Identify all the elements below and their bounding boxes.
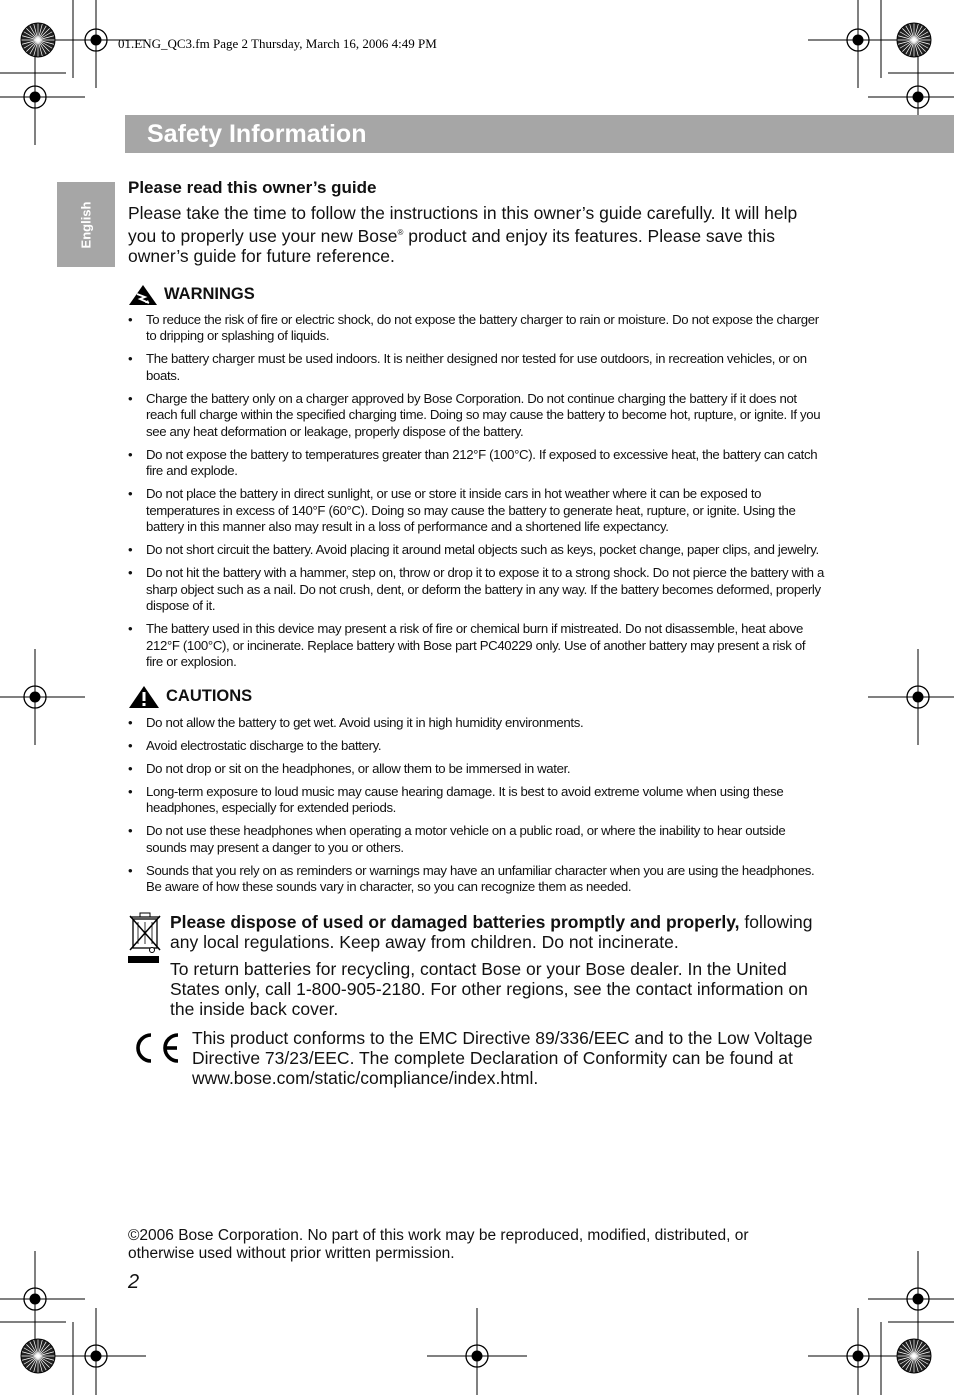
disposal-rest-text: following any local regulations. Keep away from children. Do not incinerate. <box>170 911 813 952</box>
cautions-item: • Sounds that you rely on as reminders or warnings may have an unfamiliar character when you are using the headphones. Be aware of how these sounds vary in character, so you can recognize them as needed. <box>128 863 824 896</box>
main-content <box>128 178 824 1088</box>
cautions-item: • Do not drop or sit on the headphones, or allow them to be immersed in water. <box>128 761 824 778</box>
cautions-item: • Long-term exposure to loud music may cause hearing damage. It is best to avoid extreme volume when using these headphones, especially for extended periods. <box>128 784 824 817</box>
warnings-heading <box>128 284 824 306</box>
intro-heading: Please read this owner’s guide <box>128 178 377 197</box>
cautions-heading-label: CAUTIONS <box>166 687 253 706</box>
language-tab-label: English <box>78 201 94 248</box>
disposal-block <box>128 912 824 1019</box>
warnings-heading-label: WARNINGS <box>164 285 255 304</box>
registration-mark-icon <box>808 0 908 88</box>
registration-mark-icon <box>0 49 85 145</box>
disposal-paragraph <box>170 912 824 952</box>
registration-mark-icon <box>0 649 85 745</box>
copyright-notice: ©2006 Bose Corporation. No part of this work may be reproduced, modified, distributed, or otherwise used without prior written permission. <box>128 1227 749 1262</box>
cautions-list <box>128 715 824 896</box>
file-slug-line: 01.ENG_QC3.fm Page 2 Thursday, March 16, 2006 4:49 PM <box>118 36 437 51</box>
color-target-icon <box>21 23 55 57</box>
registration-mark-icon <box>427 1308 527 1395</box>
cautions-item: • Do not allow the battery to get wet. Avoid using it in high humidity environments. <box>128 715 824 732</box>
registration-mark-icon <box>868 649 954 745</box>
section-banner <box>125 115 954 153</box>
exclamation-triangle-icon <box>128 685 160 709</box>
registered-mark: ® <box>397 228 404 237</box>
registration-mark-icon <box>808 1308 908 1395</box>
lightning-triangle-icon <box>128 284 158 306</box>
color-target-icon <box>897 1339 931 1373</box>
warnings-item: • Charge the battery only on a charger approved by Bose Corporation. Do not continue charging the battery if it does not reach full charge within the specified charging time. Doing so may cause the battery to become hot, rupture, or ignite. If you see any heat deformation or leakage, properly dispose of the battery. <box>128 391 824 441</box>
disposal-bold-text: Please dispose of used or damaged batteries promptly and properly, <box>170 911 740 932</box>
warnings-item: • To reduce the risk of fire or electric shock, do not expose the battery charger to rain or moisture. Do not expose the charger to dripping or splashing of liquids. <box>128 312 824 345</box>
registration-mark-icon <box>46 1308 146 1395</box>
warnings-item: • The battery used in this device may present a risk of fire or chemical burn if mistreated. Do not disassemble, heat above 212°F (100°C), or incinerate. Replace battery with Bose part PC40229 only. Use of another battery may present a risk of fire or explosion. <box>128 621 824 671</box>
cautions-heading <box>128 685 824 709</box>
warnings-item: • The battery charger must be used indoors. It is neither designed nor tested for use outdoors, in recreation vehicles, or on boats. <box>128 351 824 384</box>
compliance-block <box>128 1028 824 1088</box>
compliance-paragraph: This product conforms to the EMC Directive 89/336/EEC and to the Low Voltage Directive 73/23/EEC. The complete Declaration of Conformity can be found at www.bose.com/static/compliance/index.html. <box>192 1027 813 1088</box>
return-paragraph: To return batteries for recycling, contact Bose or your Bose dealer. In the United States only, call 1-800-905-2180. For other regions, see the contact information on the inside back cover. <box>170 958 808 1019</box>
ce-mark-icon <box>128 1031 182 1065</box>
language-tab <box>57 182 115 267</box>
cautions-item: • Avoid electrostatic discharge to the battery. <box>128 738 824 755</box>
color-target-icon <box>21 1339 55 1373</box>
registration-mark-icon <box>0 1251 85 1347</box>
warnings-item: • Do not hit the battery with a hammer, step on, throw or drop it to expose it to a strong shock. Do not pierce the battery with a sharp object such as a nail. Do not crush, dent, or deform the battery in any way. If the battery becomes deformed, properly dispose of it. <box>128 565 824 615</box>
warnings-item: • Do not short circuit the battery. Avoid placing it around metal objects such as keys, pocket change, paper clips, and jewelry. <box>128 542 824 559</box>
cautions-item: • Do not use these headphones when operating a motor vehicle on a public road, or where the inability to hear outside sounds may present a danger to you or others. <box>128 823 824 856</box>
warnings-item: • Do not place the battery in direct sunlight, or use or store it inside cars in hot weather where it can be exposed to temperatures in excess of 140°F (60°C). Doing so may cause the battery to generate heat, rupture, or ignite. Using the battery in this manner also may result in a loss of performance and a shortened life expectancy. <box>128 486 824 536</box>
warnings-item: • Do not expose the battery to temperatures greater than 212°F (100°C). If exposed to excessive heat, the battery can catch fire and explode. <box>128 447 824 480</box>
intro-paragraph <box>128 203 824 266</box>
warnings-list <box>128 312 824 671</box>
crossed-bin-icon <box>128 912 162 964</box>
color-target-icon <box>897 23 931 57</box>
page-number: 2 <box>128 1271 140 1293</box>
intro-text-a: Please take the time to follow the instructions in this owner’s guide carefully. It will help you to properly use your new Bose <box>128 203 798 246</box>
intro-text-b: product and enjoy its features. Please save this owner’s guide for future reference. <box>128 225 775 266</box>
registration-mark-icon <box>868 1251 954 1347</box>
page-title: Safety Information <box>147 120 367 148</box>
